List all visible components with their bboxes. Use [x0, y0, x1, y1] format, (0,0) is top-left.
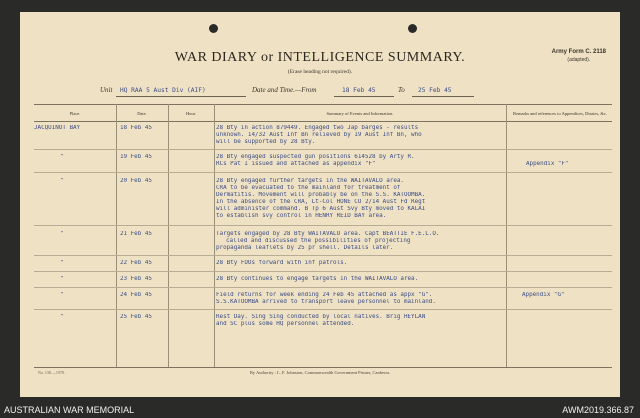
entry-place: JACQUINOT BAY	[34, 125, 81, 131]
entry-line: RCs Pat I issued and attached as appendix "F"	[216, 161, 376, 167]
row-separator	[34, 287, 612, 288]
entry-line: unknown. 14/32 Aust Inf Bn relieved by 19 Aust Inf Bn, who	[216, 132, 422, 138]
entry-date: 25 Feb 45	[120, 314, 152, 320]
table-header-rule	[34, 121, 612, 122]
row-separator	[34, 149, 612, 150]
entry-line: 28 Bty in action 879449. Engaged two Jap barges - results	[216, 125, 419, 131]
to-label: To	[398, 86, 405, 94]
entry-place: "	[60, 292, 64, 298]
unit-value: HQ RAA 5 Aust Div (AIF)	[120, 87, 206, 94]
divider-hour-summary	[214, 104, 215, 367]
entry-place: "	[60, 178, 64, 184]
entry-date: 22 Feb 45	[120, 260, 152, 266]
row-separator	[34, 172, 612, 173]
row-separator	[34, 309, 612, 310]
entry-line: 28 Bty engaged further targets in the WAITAVALO area.	[216, 178, 404, 184]
entry-date: 18 Feb 45	[120, 125, 152, 131]
entry-date: 24 Feb 45	[120, 292, 152, 298]
column-header-place: Place.	[69, 110, 81, 116]
page-title: WAR DIARY or INTELLIGENCE SUMMARY.	[174, 50, 466, 65]
punch-hole-right	[408, 24, 417, 33]
punch-hole-left	[209, 24, 218, 33]
date-from-underline	[334, 96, 394, 97]
entry-line: Dermatitis. Movement will probably be on the S.S. KATOOMBA.	[216, 192, 426, 198]
entry-line: propaganda leaflets by 25 pr shell. Details later.	[216, 245, 394, 251]
entry-line: 28 Bty continues to engage targets in the WAITAVALO area.	[216, 276, 419, 282]
entry-place: "	[60, 260, 64, 266]
column-header-summary: Summary of Events and Information.	[326, 110, 394, 116]
erase-note: (Erase heading not required).	[287, 69, 353, 75]
column-header-remarks: Remarks and references to Appendices, Diaries, &c.	[512, 110, 608, 116]
date-to: 25 Feb 45	[418, 87, 452, 94]
entry-line: and SC plus some HQ personnel attended.	[216, 321, 355, 327]
entry-place: "	[60, 231, 64, 237]
date-from: 18 Feb 45	[342, 87, 376, 94]
entry-remarks: Appendix "G"	[522, 292, 565, 298]
printer-authority: By Authority : L. F. Johnston, Commonwealth Government Printer, Canberra.	[249, 370, 391, 375]
entry-date: 23 Feb 45	[120, 276, 152, 282]
row-separator	[34, 255, 612, 256]
entry-line: 28 Bty engaged suspected gun positions 614528 by Arty R.	[216, 154, 415, 160]
entry-line: will be supported by 28 Bty.	[216, 139, 316, 145]
entry-place: "	[60, 154, 64, 160]
entry-line: CRA to be evacuated to the mainland for treatment of	[216, 185, 401, 191]
row-separator	[34, 225, 612, 226]
entry-line: Field returns for week ending 24 Feb 45 attached as appx "G".	[216, 292, 433, 298]
entry-line: to establish svy control in HENRY REID BAY area.	[216, 213, 387, 219]
archive-caption-right: AWM2019.366.87	[562, 405, 634, 415]
table-bottom-rule	[34, 367, 612, 368]
unit-label: Unit	[100, 86, 113, 94]
divider-date-hour	[168, 104, 169, 367]
divider-summary-remarks	[506, 104, 507, 367]
entry-remarks: Appendix "F"	[526, 161, 569, 167]
entry-line: Rest Day. Sing Sing conducted by local natives. Brig HEYLAN	[216, 314, 426, 320]
entry-date: 21 Feb 45	[120, 231, 152, 237]
diary-sheet	[20, 12, 620, 397]
divider-place-date	[116, 104, 117, 367]
entry-line: S.S.KATOOMBA arrived to transport leave personnel to mainland.	[216, 299, 436, 305]
entry-place: "	[60, 314, 64, 320]
row-separator	[34, 271, 612, 272]
entry-place: "	[60, 276, 64, 282]
unit-underline	[116, 96, 246, 97]
army-form-sub: (adapted).	[567, 57, 591, 63]
entry-line: called and discussed the possibilities of projecting	[226, 238, 411, 244]
form-code: No. 138.—1978.	[38, 370, 65, 375]
entry-date: 20 Feb 45	[120, 178, 152, 184]
entry-line: 28 Bty FOOs forward with inf patrols.	[216, 260, 348, 266]
column-header-date: Date.	[137, 110, 147, 116]
archive-caption-left: AUSTRALIAN WAR MEMORIAL	[4, 405, 135, 415]
column-header-hour: Hour.	[185, 110, 197, 116]
entry-line: will administer command. B Tp 6 Aust Svy Bty moved to KALAI	[216, 206, 426, 212]
army-form-label: Army Form C. 2118	[551, 49, 606, 55]
entry-date: 19 Feb 45	[120, 154, 152, 160]
date-to-underline	[412, 96, 474, 97]
date-label: Date and Time.—From	[252, 86, 317, 94]
entry-line: In the absence of the CRA, Lt-Col HONE CO 2/14 Aust Fd Regt	[216, 199, 426, 205]
entry-line: Targets engaged by 28 Bty WAITAVALO area. Capt BEATTIE F.E.L.O.	[216, 231, 440, 237]
